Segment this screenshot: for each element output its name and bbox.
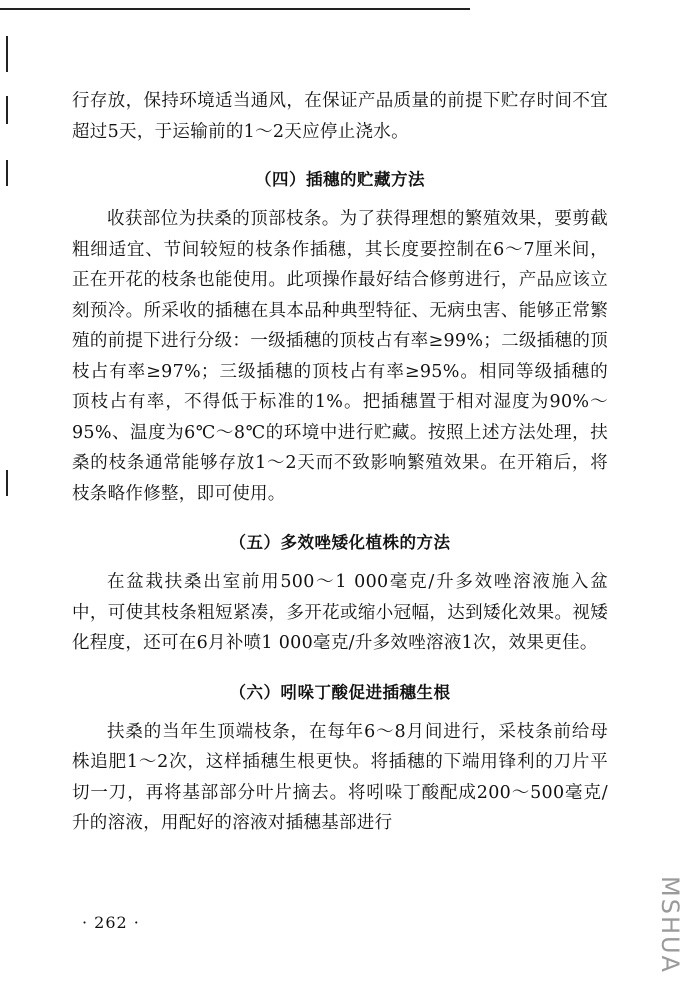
paragraph-cutting-storage: 收获部位为扶桑的顶部枝条。为了获得理想的繁殖效果，要剪截粗细适宜、节间较短的枝条作插穗，其长度要控制在6～7厘米间，正在开花的枝条也能使用。此项操作最好结合修剪进行，产品应该立刻预冷。所采收的插穗在具本品种典型特征、无病虫害、能够正常繁殖的前提下进行分级：一级插穗的顶枝占有率≥99%；二级插穗的顶枝占有率≥97%；三级插穗的顶枝占有率≥95%。相同等级插穗的顶枝占有率，不得低于标准的1%。把插穗置于相对湿度为90%～95%、温度为6℃～8℃的环境中进行贮藏。按照上述方法处理，扶桑的枝条通常能够存放1～2天而不致影响繁殖效果。在开箱后，将枝条略作修整，即可使用。 [72, 209, 608, 504]
margin-mark [6, 36, 8, 72]
heading-section-4: （四）插穗的贮藏方法 [255, 170, 425, 189]
margin-mark [6, 470, 8, 496]
heading-section-6: （六）吲哚丁酸促进插穗生根 [229, 682, 451, 702]
top-rule [0, 8, 470, 10]
paragraph-iba-rooting: 扶桑的当年生顶端枝条，在每年6～8月间进行，采枝条前给母株追肥1～2次，这样插穗生根更快。将插穗的下端用锋利的刀片平切一刀，再将基部部分叶片摘去。将吲哚丁酸配成200～500毫克/升的溶液，用配好的溶液对插穗基部进行 [72, 721, 608, 833]
heading-section-5: （五）多效唑矮化植株的方法 [229, 533, 451, 552]
margin-mark [6, 96, 8, 124]
margin-mark [6, 160, 8, 186]
page-content [72, 86, 608, 839]
paragraph-storage-continued: 行存放，保持环境适当通风，在保证产品质量的前提下贮存时间不宜超过5天，于运输前的1～2天应停止浇水。 [72, 91, 608, 142]
watermark-text: MSHUA [656, 876, 684, 974]
page-number: · 262 · [82, 913, 140, 932]
watermark [654, 876, 684, 1001]
paragraph-paclobutrazol: 在盆栽扶桑出室前用500～1 000毫克/升多效唑溶液施入盆中，可使其枝条粗短紧凑，多开花或缩小冠幅，达到矮化效果。视矮化程度，还可在6月补喷1 000毫克/升多效唑溶液1次，效果更佳。 [72, 572, 608, 653]
